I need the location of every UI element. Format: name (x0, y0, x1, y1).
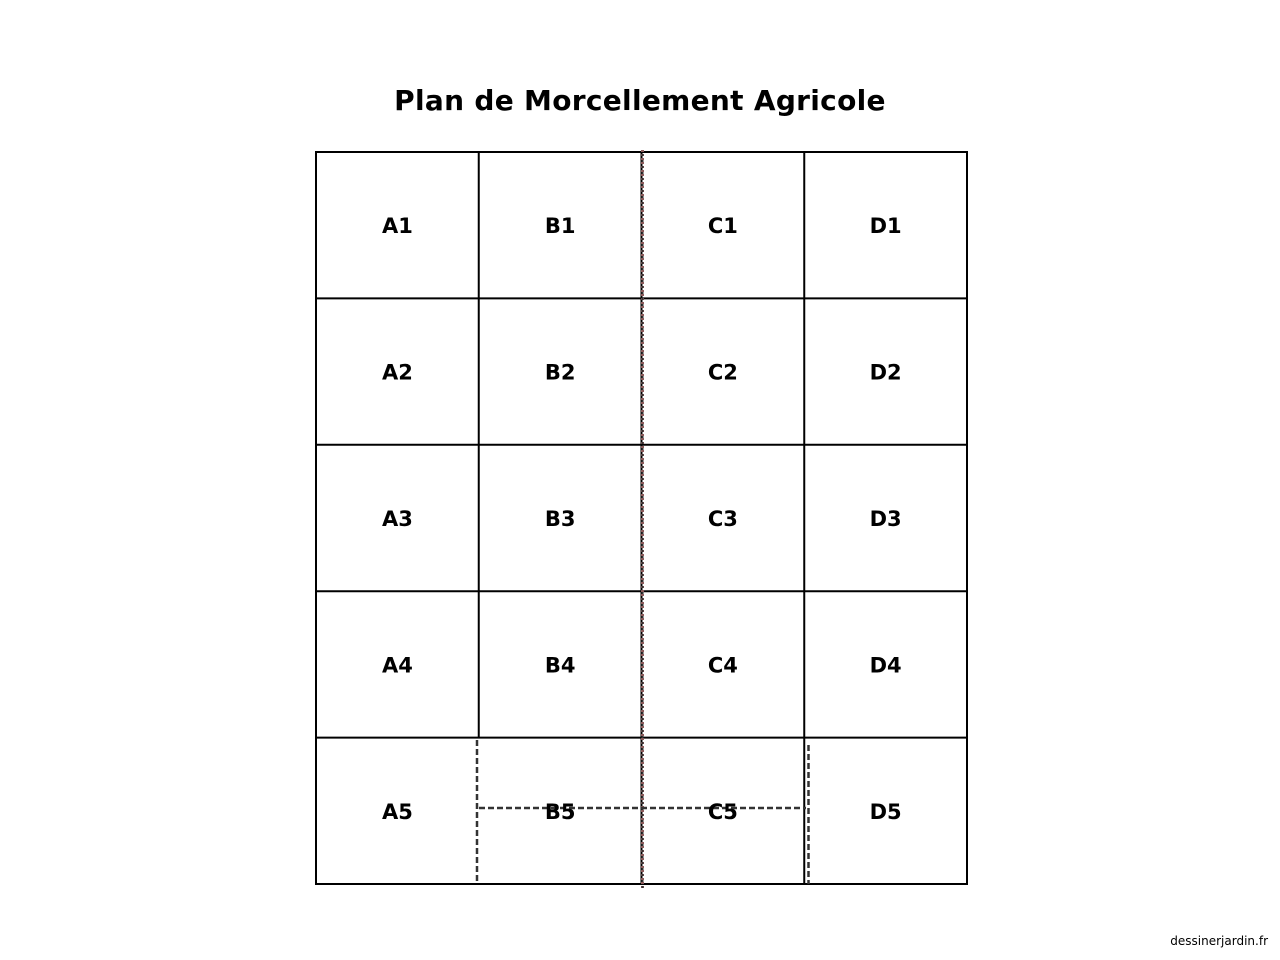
parcel-label-b4: B4 (544, 653, 576, 678)
parcel-label-b2: B2 (544, 360, 576, 385)
parcel-label-b1: B1 (544, 214, 576, 239)
parcel-label-a4: A4 (381, 653, 413, 678)
parcel-label-d1: D1 (869, 214, 902, 239)
parcel-label-d4: D4 (869, 653, 902, 678)
parcel-label-c4: C4 (707, 653, 738, 678)
parcel-label-a1: A1 (381, 214, 413, 239)
parcel-label-c1: C1 (707, 214, 738, 239)
parcel-label-d3: D3 (869, 507, 902, 531)
parcel-label-d2: D2 (869, 360, 902, 385)
parcel-label-c2: C2 (707, 360, 738, 385)
parcel-label-a2: A2 (381, 360, 413, 385)
parcel-label-a5: A5 (381, 799, 413, 824)
parcel-label-c3: C3 (707, 507, 738, 531)
parcel-label-b5: B5 (544, 799, 576, 824)
parcel-label-c5: C5 (707, 799, 738, 824)
plan-title: Plan de Morcellement Agricole (394, 84, 886, 117)
parcel-label-a3: A3 (381, 507, 413, 531)
parcel-label-b3: B3 (544, 507, 576, 531)
parcel-label-d5: D5 (869, 799, 902, 824)
watermark-text: dessinerjardin.fr (1170, 934, 1268, 948)
